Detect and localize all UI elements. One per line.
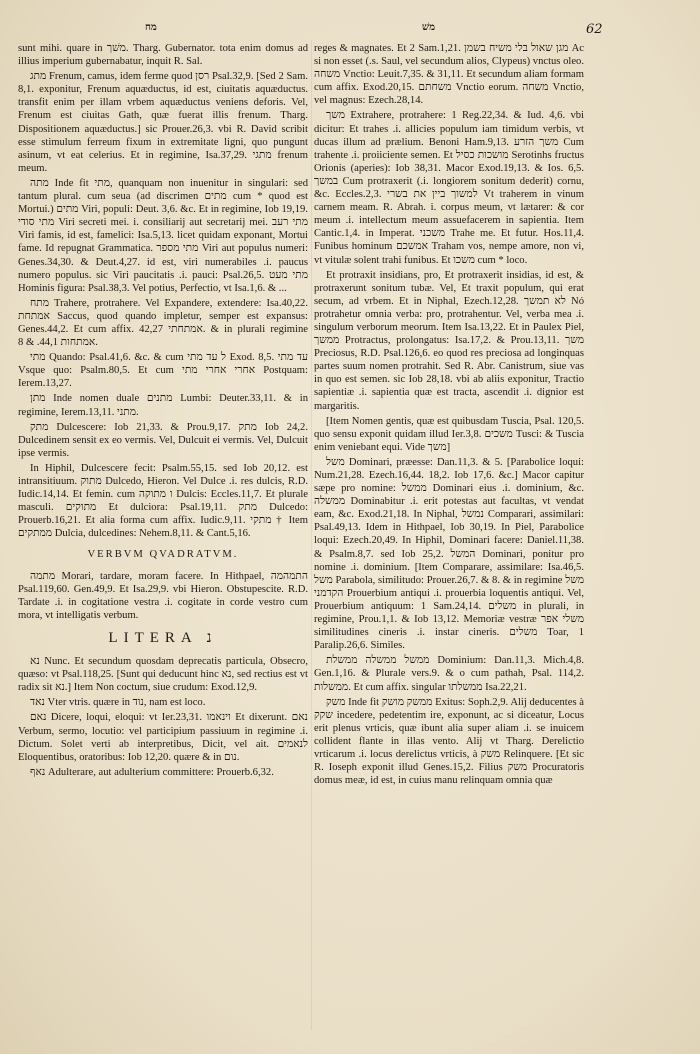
running-head: [0, 22, 700, 42]
entry: מתה Inde fit מתי, quanquam non inuenitur in singulari: sed tantum plural. cum seua (ad discrimen מתים cum * quod est Mortui.) מתים Viri, populi: Deut. 3,6. &c. Et in regimine, Iob 19,19. מתי סודי Viri secreti mei. i. consiliarij aut secretarij mei. מתי רעב Viri famis, id est, famelici: Isa.5,13. licet quidam exponant, Mortui fame. Id repugnat Grammatica. מתי מספר Viri aut populus numeri: Genes.34,30. & Deut.4,27. id est, viri numerabiles .i. paucus numero populus. sic Viri paucitatis .i. pauci: Psal.26,5. מתי מעט Hominis figura: Psal.38,3. Vel potius, Perfectio, vt Isa.1,6. & ...: [18, 177, 309, 294]
entry: מתן Inde nomen duale מתנים Lumbi: Deuter.33,11. & in regimine, Ierem.13,11. מתני.: [18, 393, 308, 418]
column-gutter: [311, 40, 312, 1030]
entry: reges & magnates. Et 2 Sam.1,21. מגן שאול בלי משיח בשמן Ac si non esset (.s. Saul, vel secundum alios, Clypeus) vnctus oleo. משחה Vnctio: Leuit.7,35. & 31,11. Et secundum aliam formam cum affix. Exod.20,15. משחתם Vnctio eorum. משחה Vnctio, vel magnus: Ezech.28,14.: [314, 43, 584, 107]
right-column: [314, 42, 584, 789]
entry: משק Inde fit ממשק מושק Exitus: Soph.2,9. Alij deducentes à שקק incedere, pedetentim ire, exponunt, ac si diceatur, Locus erit plenus vrticis, quæ ibunt alia super aliam .i. se inuicem collident flante in illas vento. Alij vt Tharg. Derelictio vrticarum .i. locus derelictus vrticis, à משק Relinquere. [Et sic R. Ioseph exponit illud Genes.15,2. Filius משק Procuratoris domus meæ, id est, in cuius manu relinquam omnia quæ: [314, 696, 585, 787]
page-number: 62: [586, 22, 603, 37]
entry: משך Extrahere, protrahere: 1 Reg.22,34. & Iud. 4,6. vbi dicitur: Et trahes .i. allicies populum iam timidum verbis, vt ducas illum ad prælium. Benoni Ham.9,13. משך הזרע Cum trahente .i. proiiciente semen. Et מושכות כסיל Serotinhs fructus Orionis (aperies): Iob 38,31. Macor Exod.19,13. & Ios. 6,5. במשך Cum protraxerit (.i. longiorem sonitum dederit) cornu, &c. Eccles.2,3. למשוך ביין את בשרי Vt traherem in vinum carnem meam. R. Abrah. i. corpus meum, vt lætarer: & cor meum .i. intellectum meum assuefacerem in sapientia. Item Cantic.1,4. in Imperat. משכני Trahe me. Et futur. Hos.11,4. Funibus hominum אמשכם Traham vos, nempe amore, non vi, vt vitulæ solent trahi funibus. Et משכו cum * loco.: [314, 110, 585, 266]
entry: נא Nunc. Et secundum quosdam deprecatis particula, Obsecro, quæso: vt Psal.118,25. [Sunt qui deducunt hinc נא, sed rectius est vt radix sit נא.] Item Non coctum, siue crudum: Exod.12,9.: [18, 656, 308, 694]
entry: משל Dominari, præesse: Dan.11,3. & 5. [Parabolice loqui: Num.21,28. Ezech.16,44. 18,2. Iob 17,6. &c.] Macor capitur sæpe pro nomine: ממשל Dominari eius .i. dominium, &c. ממשלה Dominabitur .i. erit potestas aut facultas, vt vendat eam, &c. Exod.21,18. In Niphal, נמשל Comparari, assimilari: Psal.49,13. Idem in Hithpael, Iob 30,19. In Piel, Parabolice loqui: Ezech.20,49. In Hiphil, Dominari facere: Daniel.11,38. & Psalm.8,7. sed Iob 25,2. המשל Dominari, ponitur pro nomine .i. dominium. [Item Comparare, assimilare: Isa.46,5. משל Parabola, similitudo: Prouer.26,7. & 8. & in regimine משל הקדמני Prouerbium antiqui .i. prouerbia loquentis antiqui. Vel, Prouerbium antiquum: 1 Sam.24,14. משלים in plurali, in regimine, Prou.1,1. & Iob 13,12. Memoriæ vestræ משלי אפר similitudines cineris .i. instar cineris. משלים Toar, 1 Paralip.26,6. Similes.: [314, 456, 584, 652]
entry: מתמה Morari, tardare, moram facere. In Hithpael, התמהמה Psal.119,60. Gen.49,9. Et Isa.29,9. vbi Hieron. Obstupescite. R.D. Tardate .i. in cogitatione vestra .i. cogitate in corde vestro cum mora, vt intelligatis verbum.: [18, 570, 308, 621]
entry: מתג Frenum, camus, idem ferme quod רסן Psal.32,9. [Sed 2 Sam. 8,1. exponitur, Frenum aquæductus, id est, ciuitatis aquæductus. transfit enim per illam vrbem aquæductus veniens deforis. Vel, Frenum est ciuitas Gath, quæ fuerat illis frenum. Tharg. Dispositionem aquæductus.] sic Prouer.26,3. vbi R. David scribit esse stimulum ferreum fixum in extremitate ligni, quo pungunt asinum, vt eat celerius. Et in regimine, Isa.37,29. מתגי frenum meum.: [18, 71, 308, 174]
section-heading: VERBVM QVADRATVM.: [87, 549, 239, 561]
entry: נאם Dicere, loqui, eloqui: vt Ier.23,31. וינאמו Et dixerunt. נאם Verbum, sermo, locutio: vel participium passiuum in regimine .i. Dictum. Solet verti ab interpretibus, Dicit, vel ait. לנאמים Eloquentibus, oratoribus: Iob 12,20. quære & in נום.: [18, 712, 308, 763]
litera-heading: LITERA נ: [108, 629, 218, 646]
entry: Et protraxit insidians, pro, Et protraxerit insidias, id est, & protraxerunt sonitum tubæ. Vel, Et traxit populum, qui erat secum, ad vrbem. Et in Niphal, Ezech.12,28. לא תמשך Nó protrahetur omnia verba: pro, protrahentur. Vel, verba mea .i. singulum verborum meorum. Item Isa.13,22. Et in Paulex Piel, ממשך Protractus, prolongatus: Isa.17,2. & Prou.13,11. משך Preciosus, R.D. Psal.126,6. eo quod res preciosa ad longinquas partes suum nomen protrahit. Sed R. Abr. Canistrum, siue vas in quo est semen. sic Iob 28,18. vbi ab aliis exponitur, Tractio sapientiæ .i. sapientia quæ est tracta, ascendit .i. dignior est margaritis.: [314, 269, 584, 412]
entry: נאד Vter vtris. quære in נוד, nam est loco.: [30, 697, 206, 709]
entry: [Item Nomen gentis, quæ est quibusdam Tuscia, Psal. 120,5. quo sensu exponit quidam illud Ier.3,8. משכים Tusci: & Tuscia enim veniebant equi. Vide משך]: [314, 415, 584, 453]
left-column: [18, 42, 308, 781]
running-head-right: משׁ: [422, 22, 436, 33]
entry: מתי Quando: Psal.41,6. &c. & cum ל עד מתי Exod. 8,5. עד מתי Vsque quo: Psalm.80,5. Et cum אחרי אחרי מתי Postquam: Ierem.13,27.: [18, 352, 308, 390]
entry: sunt mihi. quare in משׁך. Tharg. Gubernator. tota enim domus ad illius imperium gubernabatur, inquit R. Sal.: [18, 43, 309, 68]
entry: ממשל ממשלה ממשלת Dominium: Dan.11,3. Mich.4,8. Gen.1,16. & Plurale vers.9. & o cum pathah, Psal. 114,2. ממשלות. Et cum affix. singular ממשלתו Isa.22,21.: [314, 655, 584, 693]
entry: נאף Adulterare, aut adulterium committere: Prouerb.6,32.: [30, 766, 274, 778]
entry: מתח Trahere, protrahere. Vel Expandere, extendere: Isa.40,22. אמתחת Saccus, quod quando impletur, semper est expansus: Genes.44,2. Et cum affix. אמתחתי 42,27. & in plurali regimine אמתחות 44,1. & 8.: [18, 297, 308, 349]
running-head-left: מח: [145, 22, 157, 33]
entry: In Hiphil, Dulcescere fecit: Psalm.55,15. sed Iob 20,12. est intransitiuum. מתוק Dulcedo, Hieron. Vel Dulce .i. res dulcis, R.D. Iudic.14,14. Et femin. cum ו מתוקה Dulcis: Eccles.11,7. Et plurale masculi. מתוקים Et dulciora: Psal.19,11. מתק Dulcedo: Prouerb.16,21. Et alia forma cum affix. Iudic.9,11. מתקי † Item ממתקים Dulcia, dulcedines: Nehem.8,11. & Cant.5,16.: [18, 462, 309, 540]
entry: מתק Dulcescere: Iob 21,33. & Prou.9,17. מתק Iob 24,2. Dulcedinem sensit ex eo vermis. Vel, Dulcuit ei vermis. Vel, Dulcuit ipse vermis.: [18, 421, 308, 459]
